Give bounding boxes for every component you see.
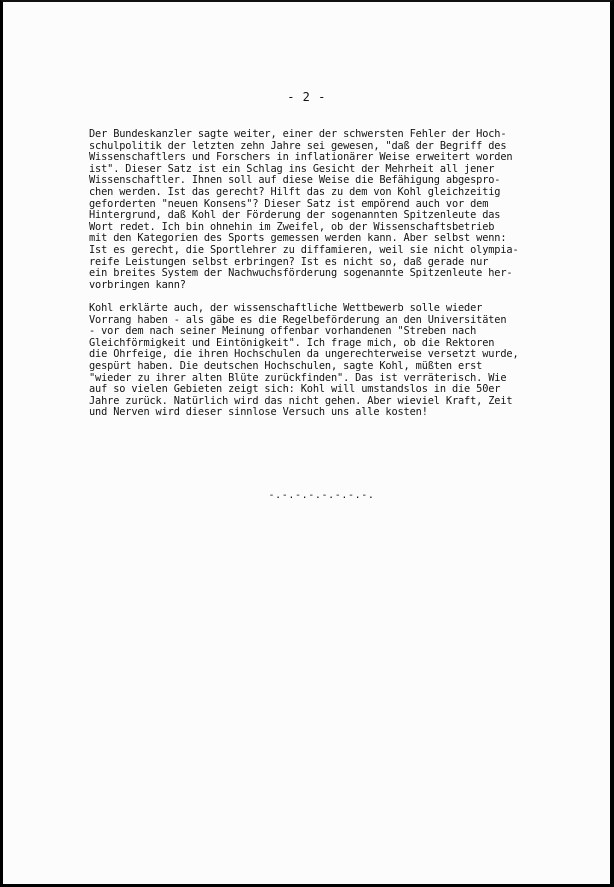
text-line: - vor dem nach seiner Meinung offenbar vorhandenen "Streben nach — [89, 325, 477, 338]
text-line: Wissenschaftler. Ihnen soll auf diese Weise die Befähigung abgespro- — [89, 174, 501, 187]
text-line: "wieder zu ihrer alten Blüte zurückfinden". Das ist verräterisch. Wie — [89, 371, 507, 384]
text-line: geforderten "neuen Konsens"? Dieser Satz ist empörend auch vor dem — [89, 197, 489, 210]
text-line: vorbringen kann? — [89, 278, 186, 291]
text-line: ein breites System der Nachwuchsförderung sogenannte Spitzenleute her- — [89, 267, 513, 280]
paragraph-1 — [89, 129, 599, 291]
section-separator: -.-.-.-.-.-.-.-. — [268, 490, 375, 501]
text-line: Vorrang haben - als gäbe es die Regelbeförderung an den Universitäten — [89, 313, 507, 326]
text-line: Der Bundeskanzler sagte weiter, einer der schwersten Fehler der Hoch- — [89, 128, 507, 140]
text-line: Wort redet. Ich bin ohnehin im Zweifel, ob der Wissenschaftsbetrieb — [89, 220, 495, 233]
page-number: - 2 - — [287, 90, 326, 104]
text-line: gespürt haben. Die deutschen Hochschulen, sagte Kohl, müßten erst — [89, 359, 483, 372]
text-line: mit den Kategorien des Sports gemessen werden kann. Aber selbst wenn: — [89, 232, 507, 245]
text-line: und Nerven wird dieser sinnlose Versuch uns alle kosten! — [89, 406, 428, 419]
text-line: ist". Dieser Satz ist ein Schlag ins Gesicht der Mehrheit all jener — [89, 162, 495, 175]
text-line: Kohl erklärte auch, der wissenschaftliche Wettbewerb solle wieder — [89, 302, 483, 314]
text-line: Gleichförmigkeit und Eintönigkeit". Ich frage mich, ob die Rektoren — [89, 336, 495, 349]
text-line: Hintergrund, daß Kohl der Förderung der sogenannten Spitzenleute das — [89, 209, 501, 222]
paragraph-2 — [89, 303, 599, 419]
text-line: auf so vielen Gebieten zeigt sich: Kohl will umstandslos in die 50er — [89, 383, 501, 396]
text-line: Wissenschaftlers und Forschers in inflationärer Weise erweitert worden — [89, 151, 513, 164]
text-line: reife Leistungen selbst erbringen? Ist es nicht so, daß gerade nur — [89, 255, 489, 268]
text-line: chen werden. Ist das gerecht? Hilft das zu dem von Kohl gleichzeitig — [89, 185, 501, 198]
text-line: Ist es gerecht, die Sportlehrer zu diffamieren, weil sie nicht olympia- — [89, 243, 519, 256]
text-line: die Ohrfeige, die ihren Hochschulen da ungerechterweise versetzt wurde, — [89, 348, 519, 361]
text-line: Jahre zurück. Natürlich wird das nicht gehen. Aber wieviel Kraft, Zeit — [89, 394, 513, 407]
text-line: schulpolitik der letzten zehn Jahre sei gewesen, "daß der Begriff des — [89, 139, 507, 152]
